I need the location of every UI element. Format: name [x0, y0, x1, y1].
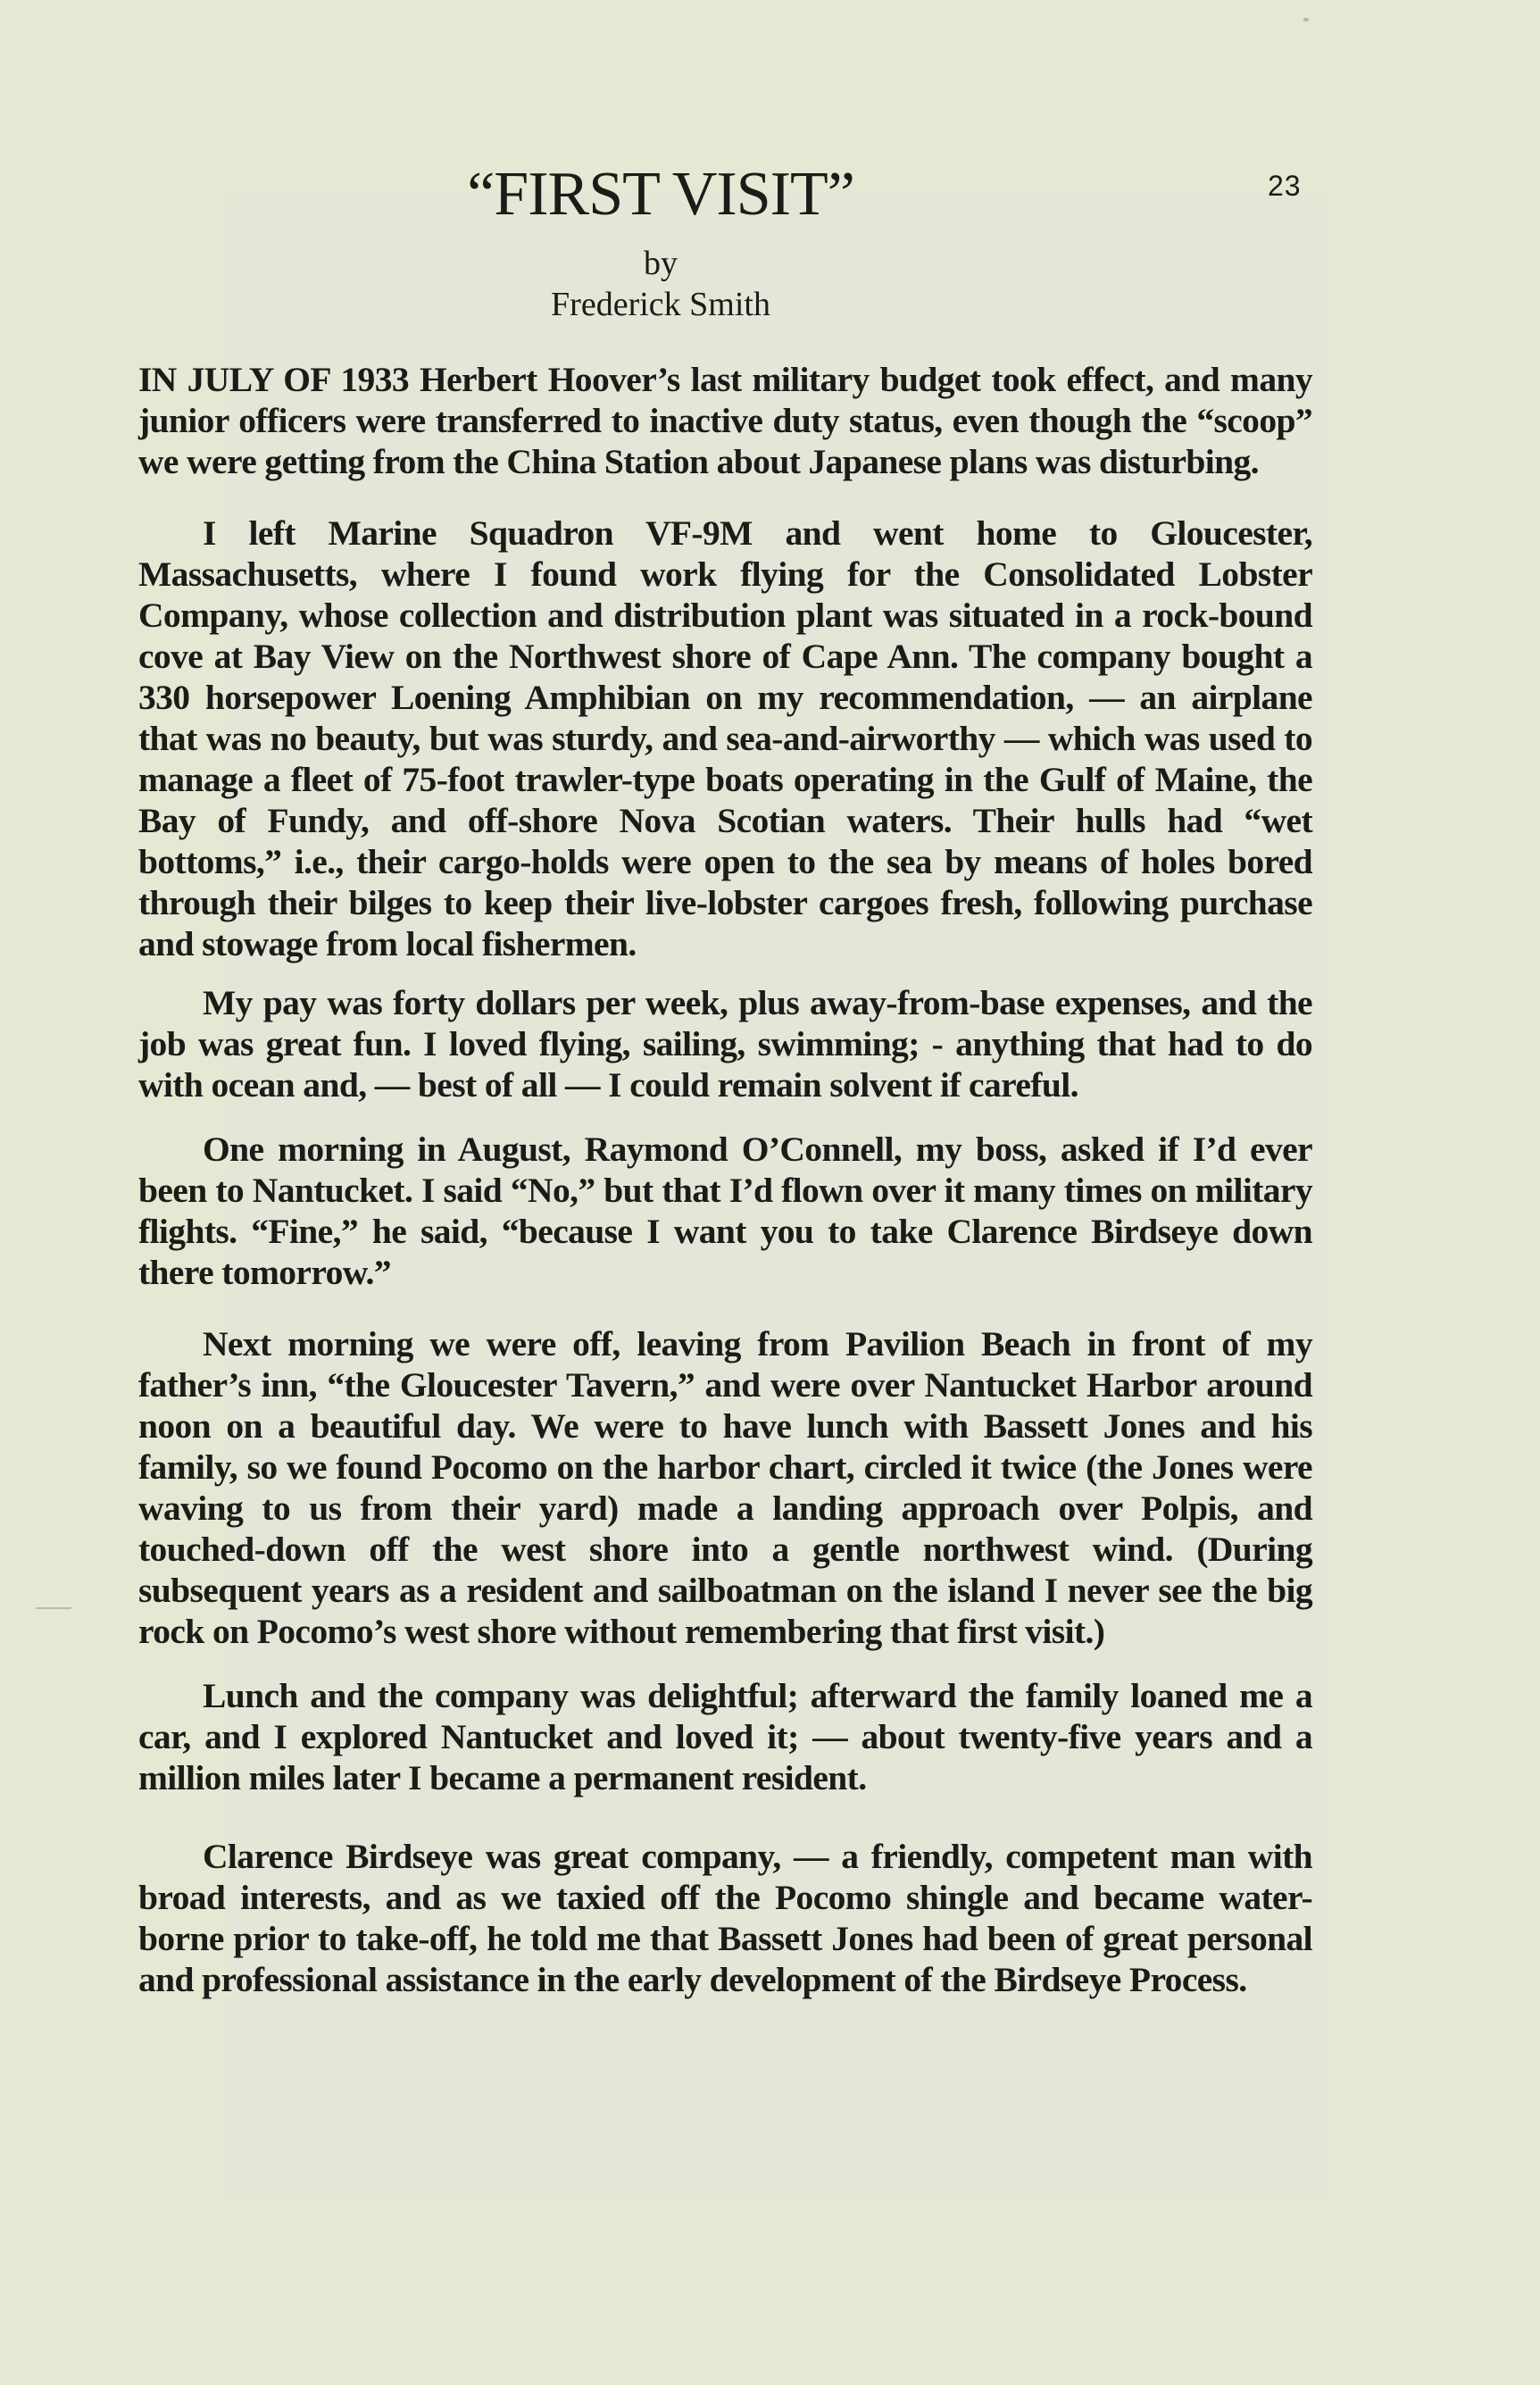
print-speck — [1303, 18, 1309, 21]
paragraph-3: My pay was forty dollars per week, plus away-from-base expenses, and the job was great fun. I loved flying, sailing, swimming; - anything that had to do with ocean and, — best of all — I could remain solvent if careful. — [138, 983, 1312, 1105]
print-speck — [36, 1607, 71, 1609]
paragraph-1: IN JULY OF 1933 Herbert Hoover’s last military budget took effect, and many junior officers were transferred to inactive duty status, even though the “scoop” we were getting from the China Station about Japanese plans was disturbing. — [138, 360, 1312, 481]
paragraph-4: One morning in August, Raymond O’Connell, my boss, asked if I’d ever been to Nantucket. I said “No,” but that I’d flown over it many times on military flights. “Fine,” he said, “because I want you to take Clarence Birdseye down there tomorrow.” — [138, 1130, 1312, 1292]
paragraph-2: I left Marine Squadron VF-9M and went home to Gloucester, Massachusetts, where I found work flying for the Consolidated Lobster Company, whose collection and distribution plant was situated in a rock-bound cove at Bay View on the Northwest shore of Cape Ann. The company bought a 330 horsepower Loening Amphibian on my recommendation, — an airplane that was no beauty, but was sturdy, and sea-and-airworthy — which was used to manage a fleet of 75-foot trawler-type boats operating in the Gulf of Maine, the Bay of Fundy, and off-shore Nova Scotian waters. Their hulls had “wet bottoms,” i.e., their cargo-holds were open to the sea by means of holes bored through their bilges to keep their live-lobster cargoes fresh, following purchase and stowage from local fishermen. — [138, 513, 1312, 963]
paragraph-5: Next morning we were off, leaving from Pavilion Beach in front of my father’s inn, “the Gloucester Tavern,” and were over Nantucket Harbor around noon on a beautiful day. We were to have lunch with Bassett Jones and his family, so we found Pocomo on the harbor chart, circled it twice (the Jones were waving to us from their yard) made a landing approach over Polpis, and touched-down off the west shore into a gentle northwest wind. (During subsequent years as a resident and sailboatman on the island I never see the big rock on Pocomo’s west shore without remembering that first visit.) — [138, 1324, 1312, 1651]
page-number: 23 — [1268, 170, 1302, 202]
byline-author: Frederick Smith — [551, 286, 770, 323]
article-body — [138, 359, 1312, 2000]
byline-by: by — [644, 245, 678, 282]
paragraph-7: Clarence Birdseye was great company, — a friendly, competent man with broad interests, and as we taxied off the Pocomo shingle and became water-borne prior to take-off, he told me that Bassett Jones had been of great personal and professional assistance in the early development of the Birdseye Process. — [138, 1837, 1312, 1999]
article-title: “FIRST VISIT” — [467, 160, 854, 229]
paragraph-6: Lunch and the company was delightful; afterward the family loaned me a car, and I explored Nantucket and loved it; — about twenty-five years and a million miles later I became a permanent resident. — [138, 1676, 1312, 1797]
byline — [509, 243, 812, 325]
